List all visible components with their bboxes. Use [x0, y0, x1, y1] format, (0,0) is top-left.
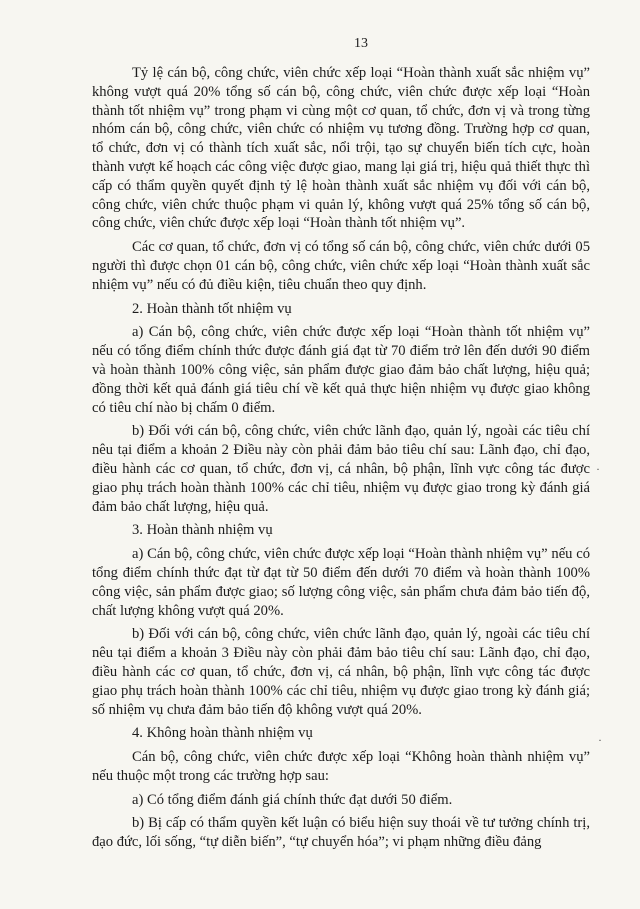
scan-mark: · — [598, 733, 602, 747]
scan-mark: · — [596, 462, 600, 476]
section-heading-4: 4. Không hoàn thành nhiệm vụ — [132, 725, 313, 742]
paragraph-ratio-rule: Tỷ lệ cán bộ, công chức, viên chức xếp loại “Hoàn thành xuất sắc nhiệm vụ” không vượt quá 20% tổng số cán bộ, công chức, viên chức được xếp loại “Hoàn thành tốt nhiệm vụ” trong phạm vi cùng một cơ quan, tổ chức, đơn vị và trong từng nhóm cán bộ, công chức, viên chức có nhiệm vụ tương đồng. Trường hợp cơ quan, tổ chức, đơn vị có thành tích xuất sắc, nổi trội, tạo sự chuyển biến tích cực, hoàn thành vượt kế hoạch các công việc được giao, mang lại giá trị, hiệu quả thiết thực thì cấp có thẩm quyền quyết định tỷ lệ hoàn thành xuất sắc nhiệm vụ đối với cán bộ, công chức, viên chức thuộc phạm vi quản lý, không vượt quá 25% tổng số cán bộ, công chức, viên chức được xếp loại “Hoàn thành tốt nhiệm vụ”. — [92, 65, 590, 232]
paragraph-2a: a) Cán bộ, công chức, viên chức được xếp loại “Hoàn thành tốt nhiệm vụ” nếu có tổng điểm chính thức được đánh giá đạt từ 70 điểm trở lên đến dưới 90 điểm và hoàn thành 100% công việc, sản phẩm được giao đảm bảo chất lượng, hiệu quả; đồng thời kết quả đánh giá tiêu chí về kết quả thực hiện nhiệm vụ được giao không có tiêu chí nào bị chấm 0 điểm. — [92, 324, 590, 416]
paragraph-3b: b) Đối với cán bộ, công chức, viên chức lãnh đạo, quản lý, ngoài các tiêu chí nêu tại điểm a khoản 3 Điều này còn phải đảm bảo tiêu chí sau: Lãnh đạo, chỉ đạo, điều hành các cơ quan, tổ chức, đơn vị, cá nhân, bộ phận, lĩnh vực công tác được giao phụ trách hoàn thành 100% các chỉ tiêu, nhiệm vụ được giao trong kỳ đánh giá; số nhiệm vụ chưa đảm bảo tiến độ không vượt quá 20%. — [92, 626, 590, 718]
section-heading-3: 3. Hoàn thành nhiệm vụ — [132, 522, 273, 539]
paragraph-4b: b) Bị cấp có thẩm quyền kết luận có biểu hiện suy thoái về tư tưởng chính trị, đạo đức, lối sống, “tự diễn biến”, “tự chuyển hóa”; vi phạm những điều đảng — [92, 815, 590, 851]
paragraph-4-intro: Cán bộ, công chức, viên chức được xếp loại “Không hoàn thành nhiệm vụ” nếu thuộc một trong các trường hợp sau: — [92, 749, 590, 784]
paragraph-3a: a) Cán bộ, công chức, viên chức được xếp loại “Hoàn thành nhiệm vụ” nếu có tổng điểm chính thức đạt từ đạt từ 50 điểm đến dưới 70 điểm và hoàn thành 100% công việc, sản phẩm được giao; số lượng công việc, sản phẩm chưa đảm bảo tiến độ, chất lượng không vượt quá 20%. — [92, 546, 590, 619]
paragraph-4a: a) Có tổng điểm đánh giá chính thức đạt dưới 50 điểm. — [132, 791, 453, 808]
page-number: 13 — [354, 36, 368, 51]
paragraph-small-units: Các cơ quan, tổ chức, đơn vị có tổng số cán bộ, công chức, viên chức dưới 05 người thì được chọn 01 cán bộ, công chức, viên chức xếp loại “Hoàn thành xuất sắc nhiệm vụ” nếu có đủ điều kiện, tiêu chuẩn theo quy định. — [92, 239, 590, 293]
paragraph-2b: b) Đối với cán bộ, công chức, viên chức lãnh đạo, quản lý, ngoài các tiêu chí nêu tại điểm a khoản 2 Điều này còn phải đảm bảo tiêu chí sau: Lãnh đạo, chỉ đạo, điều hành các cơ quan, tổ chức, đơn vị, cá nhân, bộ phận, lĩnh vực công tác được giao phụ trách hoàn thành 100% các chỉ tiêu, nhiệm vụ được giao trong kỳ đánh giá đảm bảo chất lượng, hiệu quả. — [92, 423, 590, 515]
section-heading-2: 2. Hoàn thành tốt nhiệm vụ — [132, 300, 292, 317]
